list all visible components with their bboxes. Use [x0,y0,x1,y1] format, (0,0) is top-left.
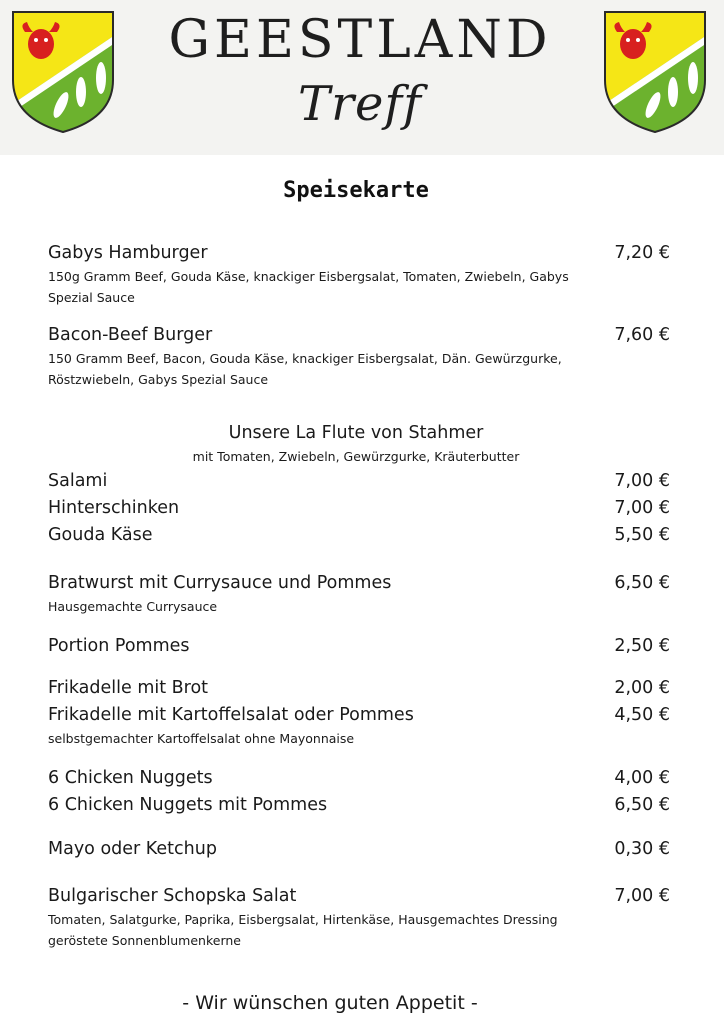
item-price: 2,50 € [614,636,670,656]
section-subtitle: mit Tomaten, Zwiebeln, Gewürzgurke, Kräuterbutter [192,449,520,464]
item-name: Bratwurst mit Currysauce und Pommes [48,573,392,593]
coat-of-arms-left [11,10,115,134]
item-name: Bacon-Beef Burger [48,325,213,345]
header [0,0,724,155]
menu-title: Speisekarte [283,178,429,203]
item-price: 2,00 € [614,678,670,698]
section-title: Unsere La Flute von Stahmer [228,423,484,443]
item-price: 7,00 € [614,886,670,906]
item-price: 7,00 € [614,471,670,491]
item-name: Hinterschinken [48,498,180,518]
item-name: Gouda Käse [48,525,153,545]
item-price: 6,50 € [614,573,670,593]
item-name: Gabys Hamburger [48,243,208,263]
item-name: Mayo oder Ketchup [48,839,217,859]
item-price: 7,20 € [614,243,670,263]
item-price: 5,50 € [614,525,670,545]
item-name: Salami [48,471,108,491]
item-name: Frikadelle mit Kartoffelsalat oder Pommes [48,705,414,725]
item-description: 150 Gramm Beef, Bacon, Gouda Käse, knackiger Eisbergsalat, Dän. Gewürzgurke, Röstzwiebeln, Gabys Spezial Sauce [48,351,562,387]
item-price: 0,30 € [614,839,670,859]
item-description: Tomaten, Salatgurke, Paprika, Eisbergsalat, Hirtenkäse, Hausgemachtes Dressing geröstete Sonnenblumenkerne [48,912,558,948]
item-description: selbstgemachter Kartoffelsalat ohne Mayonnaise [48,731,355,746]
item-price: 4,00 € [614,768,670,788]
item-price: 4,50 € [614,705,670,725]
item-name: Bulgarischer Schopska Salat [48,886,297,906]
item-description: 150g Gramm Beef, Gouda Käse, knackiger Eisbergsalat, Tomaten, Zwiebeln, Gabys Spezial Sauce [48,269,569,305]
item-name: Portion Pommes [48,636,190,656]
brand-title: GEESTLAND [168,10,552,70]
item-price: 7,00 € [614,498,670,518]
item-name: 6 Chicken Nuggets mit Pommes [48,795,328,815]
brand-subtitle: Treff [298,76,422,132]
coat-of-arms-right [603,10,707,134]
item-description: Hausgemachte Currysauce [48,599,218,614]
item-price: 6,50 € [614,795,670,815]
item-name: Frikadelle mit Brot [48,678,209,698]
item-name: 6 Chicken Nuggets [48,768,213,788]
item-price: 7,60 € [614,325,670,345]
footer-greeting: - Wir wünschen guten Appetit - [182,992,478,1014]
